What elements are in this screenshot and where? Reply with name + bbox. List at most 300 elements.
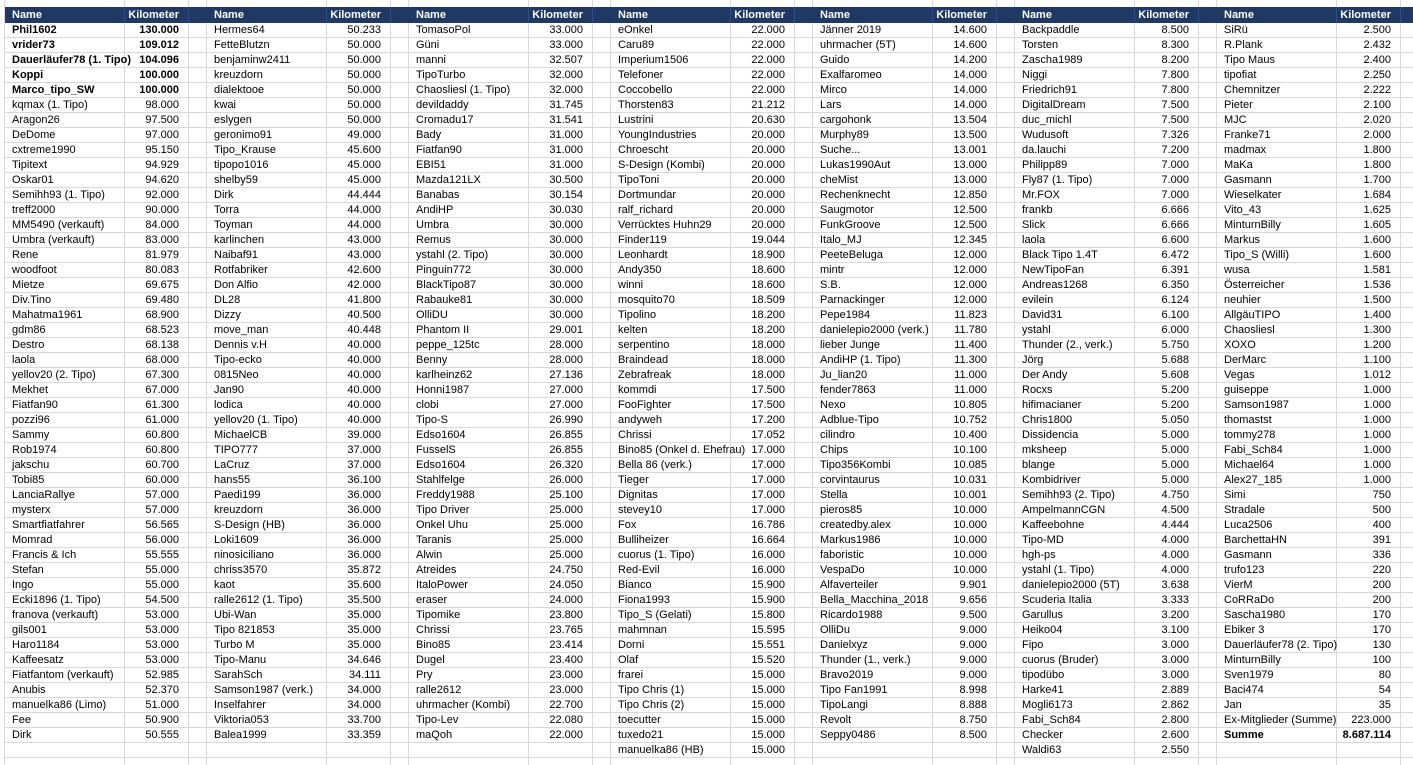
name-cell[interactable] [813, 758, 933, 765]
kilometer-cell[interactable]: 100 [1337, 653, 1401, 668]
name-cell[interactable]: Hermes64 [207, 23, 327, 38]
name-cell[interactable]: mksheep [1015, 443, 1135, 458]
name-cell[interactable]: karlinchen [207, 233, 327, 248]
gap-cell[interactable] [1199, 683, 1217, 698]
name-cell[interactable] [813, 743, 933, 758]
gap-cell[interactable] [997, 383, 1015, 398]
gap-cell[interactable] [391, 623, 409, 638]
gap-cell[interactable] [391, 233, 409, 248]
name-cell[interactable]: DigitalDream [1015, 98, 1135, 113]
name-cell[interactable]: Pinguin772 [409, 263, 529, 278]
name-cell[interactable]: Luca2506 [1217, 518, 1337, 533]
kilometer-cell[interactable]: 2.800 [1135, 713, 1199, 728]
name-cell[interactable]: Fiatfan90 [409, 143, 529, 158]
kilometer-cell[interactable]: 68.523 [125, 323, 189, 338]
kilometer-cell[interactable]: 391 [1337, 533, 1401, 548]
kilometer-cell[interactable]: 17.000 [731, 443, 795, 458]
kilometer-cell[interactable]: 8.687.114 [1337, 728, 1401, 743]
gap-cell[interactable] [593, 593, 611, 608]
gap-cell[interactable] [189, 188, 207, 203]
kilometer-cell[interactable] [327, 743, 391, 758]
kilometer-cell[interactable]: 35.000 [327, 623, 391, 638]
gap-cell[interactable] [795, 728, 813, 743]
gap-cell[interactable] [997, 293, 1015, 308]
gap-cell[interactable] [1401, 53, 1413, 68]
kilometer-cell[interactable]: 10.000 [933, 518, 997, 533]
name-cell[interactable]: Ricardo1988 [813, 608, 933, 623]
name-cell[interactable]: Pry [409, 668, 529, 683]
gap-cell[interactable] [189, 263, 207, 278]
gap-cell[interactable] [593, 758, 611, 765]
kilometer-cell[interactable]: 12.000 [933, 263, 997, 278]
name-cell[interactable]: manuelka86 (HB) [611, 743, 731, 758]
kilometer-cell[interactable]: 20.000 [731, 128, 795, 143]
gap-cell[interactable] [997, 68, 1015, 83]
name-cell[interactable]: Braindead [611, 353, 731, 368]
gap-cell[interactable] [1199, 608, 1217, 623]
kilometer-cell[interactable]: 44.000 [327, 203, 391, 218]
gap-cell[interactable] [391, 413, 409, 428]
gap-cell[interactable] [593, 683, 611, 698]
gap-cell[interactable] [1199, 383, 1217, 398]
name-cell[interactable]: hifimacianer [1015, 398, 1135, 413]
name-cell[interactable]: Chemnitzer [1217, 83, 1337, 98]
name-cell[interactable]: MJC [1217, 113, 1337, 128]
name-cell[interactable]: Ex-Mitglieder (Summe) [1217, 713, 1337, 728]
gap-cell[interactable] [1401, 38, 1413, 53]
kilometer-cell[interactable]: 10.400 [933, 428, 997, 443]
kilometer-cell[interactable]: 5.050 [1135, 413, 1199, 428]
gap-cell[interactable] [997, 608, 1015, 623]
kilometer-cell[interactable]: 400 [1337, 518, 1401, 533]
gap-cell[interactable] [997, 713, 1015, 728]
name-cell[interactable]: Güni [409, 38, 529, 53]
gap-cell[interactable] [189, 218, 207, 233]
kilometer-cell[interactable]: 170 [1337, 623, 1401, 638]
gap-cell[interactable] [593, 533, 611, 548]
gap-cell[interactable] [593, 338, 611, 353]
gap-cell[interactable] [391, 533, 409, 548]
kilometer-cell[interactable]: 28.000 [529, 338, 593, 353]
gap-cell[interactable] [997, 338, 1015, 353]
kilometer-cell[interactable]: 6.350 [1135, 278, 1199, 293]
kilometer-cell[interactable]: 6.600 [1135, 233, 1199, 248]
name-cell[interactable]: S-Design (HB) [207, 518, 327, 533]
name-cell[interactable]: Haro1184 [5, 638, 125, 653]
kilometer-cell[interactable]: 3.000 [1135, 638, 1199, 653]
gap-cell[interactable] [795, 473, 813, 488]
name-cell[interactable]: Adblue-Tipo [813, 413, 933, 428]
kilometer-cell[interactable]: 11.780 [933, 323, 997, 338]
kilometer-cell[interactable]: 1.581 [1337, 263, 1401, 278]
gap-cell[interactable] [997, 413, 1015, 428]
gap-cell[interactable] [795, 338, 813, 353]
gap-cell[interactable] [997, 518, 1015, 533]
gap-cell[interactable] [795, 608, 813, 623]
gap-cell[interactable] [997, 353, 1015, 368]
gap-cell[interactable] [997, 638, 1015, 653]
name-cell[interactable]: Fly87 (1. Tipo) [1015, 173, 1135, 188]
name-cell[interactable]: Alwin [409, 548, 529, 563]
name-cell[interactable]: Leonhardt [611, 248, 731, 263]
kilometer-cell[interactable]: 500 [1337, 503, 1401, 518]
gap-cell[interactable] [189, 368, 207, 383]
kilometer-cell[interactable]: 15.000 [731, 743, 795, 758]
gap-cell[interactable] [997, 743, 1015, 758]
name-cell[interactable]: Thorsten83 [611, 98, 731, 113]
kilometer-cell[interactable]: 43.000 [327, 248, 391, 263]
name-cell[interactable]: chriss3570 [207, 563, 327, 578]
gap-cell[interactable] [1401, 263, 1413, 278]
kilometer-cell[interactable]: 9.000 [933, 668, 997, 683]
gap-cell[interactable] [1199, 713, 1217, 728]
kilometer-cell[interactable]: 39.000 [327, 428, 391, 443]
kilometer-cell[interactable]: 60.800 [125, 443, 189, 458]
gap-cell[interactable] [593, 743, 611, 758]
name-cell[interactable]: Vegas [1217, 368, 1337, 383]
kilometer-cell[interactable]: 31.000 [529, 143, 593, 158]
name-cell[interactable]: Imperium1506 [611, 53, 731, 68]
name-cell[interactable]: VierM [1217, 578, 1337, 593]
name-cell[interactable]: Phil1602 [5, 23, 125, 38]
gap-cell[interactable] [1199, 83, 1217, 98]
gap-cell[interactable] [391, 128, 409, 143]
kilometer-cell[interactable]: 40.000 [327, 353, 391, 368]
gap-cell[interactable] [1401, 683, 1413, 698]
gap-cell[interactable] [795, 593, 813, 608]
gap-cell[interactable] [1199, 458, 1217, 473]
kilometer-cell[interactable] [933, 743, 997, 758]
name-cell[interactable]: Aragon26 [5, 113, 125, 128]
kilometer-cell[interactable]: 60.700 [125, 458, 189, 473]
name-cell[interactable]: guiseppe [1217, 383, 1337, 398]
gap-cell[interactable] [1401, 473, 1413, 488]
gap-cell[interactable] [1199, 53, 1217, 68]
gap-cell[interactable] [391, 203, 409, 218]
kilometer-cell[interactable]: 14.000 [933, 98, 997, 113]
name-column-header[interactable]: Name [207, 7, 327, 23]
gap-cell[interactable] [1199, 518, 1217, 533]
kilometer-cell[interactable]: 7.500 [1135, 113, 1199, 128]
kilometer-cell[interactable]: 5.750 [1135, 338, 1199, 353]
gap-cell[interactable] [997, 173, 1015, 188]
kilometer-cell[interactable]: 35.872 [327, 563, 391, 578]
kilometer-cell[interactable]: 50.900 [125, 713, 189, 728]
kilometer-column-header[interactable]: Kilometer [327, 7, 391, 23]
kilometer-cell[interactable]: 33.000 [529, 23, 593, 38]
name-cell[interactable] [5, 743, 125, 758]
kilometer-cell[interactable]: 23.414 [529, 638, 593, 653]
name-cell[interactable]: Garullus [1015, 608, 1135, 623]
gap-cell[interactable] [1401, 503, 1413, 518]
gap-cell[interactable] [795, 83, 813, 98]
name-cell[interactable]: Finder119 [611, 233, 731, 248]
name-cell[interactable]: R.Plank [1217, 38, 1337, 53]
kilometer-cell[interactable]: 36.000 [327, 533, 391, 548]
gap-cell[interactable] [1199, 23, 1217, 38]
name-cell[interactable]: Thunder (1., verk.) [813, 653, 933, 668]
name-cell[interactable] [1015, 758, 1135, 765]
kilometer-cell[interactable]: 7.200 [1135, 143, 1199, 158]
name-cell[interactable]: MichaelCB [207, 428, 327, 443]
name-cell[interactable]: Vito_43 [1217, 203, 1337, 218]
name-cell[interactable]: Dorni [611, 638, 731, 653]
name-cell[interactable]: Phantom II [409, 323, 529, 338]
kilometer-cell[interactable]: 15.000 [731, 683, 795, 698]
kilometer-cell[interactable]: 1.300 [1337, 323, 1401, 338]
gap-cell[interactable] [593, 728, 611, 743]
name-cell[interactable]: Thunder (2., verk.) [1015, 338, 1135, 353]
name-cell[interactable]: Andreas1268 [1015, 278, 1135, 293]
name-cell[interactable]: Francis & Ich [5, 548, 125, 563]
kilometer-cell[interactable]: 18.200 [731, 323, 795, 338]
kilometer-cell[interactable]: 57.000 [125, 503, 189, 518]
name-cell[interactable]: Honni1987 [409, 383, 529, 398]
name-cell[interactable]: mysterx [5, 503, 125, 518]
kilometer-cell[interactable]: 37.000 [327, 443, 391, 458]
name-cell[interactable]: Mr.FOX [1015, 188, 1135, 203]
kilometer-cell[interactable] [933, 758, 997, 765]
gap-cell[interactable] [1401, 98, 1413, 113]
name-cell[interactable]: ninosiciliano [207, 548, 327, 563]
name-cell[interactable]: uhrmacher (Kombi) [409, 698, 529, 713]
kilometer-cell[interactable]: 1.000 [1337, 443, 1401, 458]
gap-cell[interactable] [795, 143, 813, 158]
kilometer-cell[interactable]: 4.000 [1135, 533, 1199, 548]
kilometer-cell[interactable]: 50.000 [327, 68, 391, 83]
name-cell[interactable]: Tieger [611, 473, 731, 488]
kilometer-cell[interactable]: 2.100 [1337, 98, 1401, 113]
kilometer-cell[interactable]: 10.085 [933, 458, 997, 473]
name-cell[interactable]: Don Alfio [207, 278, 327, 293]
name-cell[interactable]: Chrissi [409, 623, 529, 638]
name-cell[interactable]: kommdi [611, 383, 731, 398]
kilometer-cell[interactable]: 10.000 [933, 563, 997, 578]
name-cell[interactable]: Onkel Uhu [409, 518, 529, 533]
gap-cell[interactable] [593, 578, 611, 593]
name-cell[interactable]: Zebrafreak [611, 368, 731, 383]
name-cell[interactable]: mosquito70 [611, 293, 731, 308]
kilometer-cell[interactable]: 9.000 [933, 653, 997, 668]
name-cell[interactable]: BarchettaHN [1217, 533, 1337, 548]
gap-cell[interactable] [391, 68, 409, 83]
name-cell[interactable]: Tipo_Krause [207, 143, 327, 158]
kilometer-cell[interactable]: 40.000 [327, 398, 391, 413]
name-cell[interactable]: OlliDu [813, 623, 933, 638]
name-cell[interactable]: Tipo 821853 [207, 623, 327, 638]
gap-cell[interactable] [1401, 638, 1413, 653]
gap-cell[interactable] [391, 518, 409, 533]
gap-cell[interactable] [593, 503, 611, 518]
kilometer-cell[interactable]: 36.100 [327, 473, 391, 488]
gap-cell[interactable] [593, 248, 611, 263]
kilometer-cell[interactable]: 26.855 [529, 428, 593, 443]
kilometer-cell[interactable]: 15.900 [731, 578, 795, 593]
gap-cell[interactable] [189, 428, 207, 443]
name-cell[interactable]: mintr [813, 263, 933, 278]
gap-cell[interactable] [1199, 638, 1217, 653]
name-cell[interactable]: Chips [813, 443, 933, 458]
kilometer-cell[interactable]: 34.111 [327, 668, 391, 683]
gap-cell[interactable] [189, 38, 207, 53]
name-cell[interactable]: Bella_Macchina_2018 [813, 593, 933, 608]
name-cell[interactable]: Tipitext [5, 158, 125, 173]
gap-cell[interactable] [593, 713, 611, 728]
gap-cell[interactable] [795, 248, 813, 263]
kilometer-cell[interactable]: 4.500 [1135, 503, 1199, 518]
gap-cell[interactable] [795, 158, 813, 173]
name-cell[interactable]: MinturnBilly [1217, 218, 1337, 233]
kilometer-cell[interactable]: 22.000 [731, 23, 795, 38]
gap-cell[interactable] [189, 293, 207, 308]
name-cell[interactable]: Chris1800 [1015, 413, 1135, 428]
kilometer-cell[interactable]: 9.000 [933, 623, 997, 638]
kilometer-cell[interactable]: 52.985 [125, 668, 189, 683]
name-cell[interactable]: shelby59 [207, 173, 327, 188]
gap-cell[interactable] [997, 398, 1015, 413]
kilometer-cell[interactable]: 7.326 [1135, 128, 1199, 143]
kilometer-cell[interactable]: 200 [1337, 593, 1401, 608]
kilometer-cell[interactable]: 67.300 [125, 368, 189, 383]
name-cell[interactable]: laola [5, 353, 125, 368]
name-cell[interactable]: Nexo [813, 398, 933, 413]
name-cell[interactable]: neuhier [1217, 293, 1337, 308]
gap-cell[interactable] [795, 428, 813, 443]
kilometer-cell[interactable]: 12.345 [933, 233, 997, 248]
gap-cell[interactable] [1401, 173, 1413, 188]
name-cell[interactable]: Rabauke81 [409, 293, 529, 308]
gap-cell[interactable] [593, 668, 611, 683]
gap-cell[interactable] [391, 278, 409, 293]
kilometer-cell[interactable]: 69.675 [125, 278, 189, 293]
kilometer-cell[interactable]: 55.000 [125, 578, 189, 593]
name-cell[interactable] [207, 758, 327, 765]
kilometer-cell[interactable]: 20.000 [731, 143, 795, 158]
kilometer-cell[interactable]: 2.400 [1337, 53, 1401, 68]
name-cell[interactable]: DerMarc [1217, 353, 1337, 368]
gap-cell[interactable] [795, 38, 813, 53]
gap-cell[interactable] [1401, 398, 1413, 413]
name-cell[interactable]: Bella 86 (verk.) [611, 458, 731, 473]
kilometer-cell[interactable]: 15.000 [731, 668, 795, 683]
kilometer-cell[interactable]: 24.050 [529, 578, 593, 593]
kilometer-cell[interactable]: 30.000 [529, 233, 593, 248]
name-cell[interactable]: faboristic [813, 548, 933, 563]
name-cell[interactable]: Bravo2019 [813, 668, 933, 683]
gap-cell[interactable] [1401, 758, 1413, 765]
kilometer-cell[interactable]: 16.786 [731, 518, 795, 533]
kilometer-cell[interactable]: 11.000 [933, 383, 997, 398]
kilometer-cell[interactable]: 8.300 [1135, 38, 1199, 53]
name-cell[interactable]: David31 [1015, 308, 1135, 323]
gap-cell[interactable] [391, 458, 409, 473]
name-cell[interactable]: Checker [1015, 728, 1135, 743]
gap-cell[interactable] [391, 143, 409, 158]
gap-cell[interactable] [1199, 248, 1217, 263]
name-cell[interactable] [207, 743, 327, 758]
kilometer-cell[interactable]: 50.000 [327, 53, 391, 68]
gap-cell[interactable] [593, 293, 611, 308]
name-cell[interactable]: PeeteBeluga [813, 248, 933, 263]
kilometer-cell[interactable]: 130.000 [125, 23, 189, 38]
name-cell[interactable]: Taranis [409, 533, 529, 548]
name-cell[interactable]: Bianco [611, 578, 731, 593]
gap-cell[interactable] [795, 653, 813, 668]
name-cell[interactable]: Tipo_S (Gelati) [611, 608, 731, 623]
gap-cell[interactable] [1199, 173, 1217, 188]
gap-cell[interactable] [1199, 218, 1217, 233]
gap-cell[interactable] [391, 683, 409, 698]
gap-cell[interactable] [189, 203, 207, 218]
name-cell[interactable]: Bady [409, 128, 529, 143]
gap-cell[interactable] [1199, 398, 1217, 413]
name-cell[interactable]: Coccobello [611, 83, 731, 98]
name-cell[interactable]: Tobi85 [5, 473, 125, 488]
kilometer-cell[interactable]: 2.020 [1337, 113, 1401, 128]
name-cell[interactable]: Ubi-Wan [207, 608, 327, 623]
kilometer-cell[interactable]: 50.000 [327, 83, 391, 98]
name-cell[interactable]: duc_michl [1015, 113, 1135, 128]
kilometer-cell[interactable]: 22.000 [731, 68, 795, 83]
gap-cell[interactable] [391, 728, 409, 743]
name-cell[interactable]: Fiatfantom (verkauft) [5, 668, 125, 683]
kilometer-cell[interactable] [731, 758, 795, 765]
gap-cell[interactable] [1199, 533, 1217, 548]
gap-cell[interactable] [997, 578, 1015, 593]
kilometer-cell[interactable]: 40.448 [327, 323, 391, 338]
gap-cell[interactable] [1199, 308, 1217, 323]
kilometer-cell[interactable]: 750 [1337, 488, 1401, 503]
kilometer-cell[interactable]: 16.000 [731, 548, 795, 563]
name-cell[interactable]: manuelka86 (Limo) [5, 698, 125, 713]
gap-cell[interactable] [795, 293, 813, 308]
name-cell[interactable]: Edso1604 [409, 428, 529, 443]
name-cell[interactable]: Mahatma1961 [5, 308, 125, 323]
kilometer-cell[interactable]: 6.666 [1135, 203, 1199, 218]
name-cell[interactable]: BlackTipo87 [409, 278, 529, 293]
name-cell[interactable]: Mekhet [5, 383, 125, 398]
name-cell[interactable]: Toyman [207, 218, 327, 233]
name-cell[interactable]: stevey10 [611, 503, 731, 518]
kilometer-cell[interactable]: 20.000 [731, 188, 795, 203]
gap-cell[interactable] [795, 443, 813, 458]
kilometer-cell[interactable]: 68.000 [125, 353, 189, 368]
kilometer-cell[interactable] [125, 743, 189, 758]
kilometer-cell[interactable]: 8.500 [1135, 23, 1199, 38]
gap-cell[interactable] [997, 248, 1015, 263]
kilometer-cell[interactable]: 22.080 [529, 713, 593, 728]
gap-cell[interactable] [997, 278, 1015, 293]
kilometer-cell[interactable]: 68.138 [125, 338, 189, 353]
kilometer-cell[interactable]: 97.500 [125, 113, 189, 128]
gap-cell[interactable] [997, 668, 1015, 683]
kilometer-cell[interactable]: 220 [1337, 563, 1401, 578]
name-cell[interactable]: kqmax (1. Tipo) [5, 98, 125, 113]
kilometer-cell[interactable]: 1.000 [1337, 473, 1401, 488]
gap-cell[interactable] [391, 743, 409, 758]
kilometer-cell[interactable]: 51.000 [125, 698, 189, 713]
gap-cell[interactable] [1401, 338, 1413, 353]
gap-cell[interactable] [593, 158, 611, 173]
gap-cell[interactable] [1401, 218, 1413, 233]
kilometer-cell[interactable]: 81.979 [125, 248, 189, 263]
gap-cell[interactable] [189, 173, 207, 188]
name-cell[interactable]: Naibaf91 [207, 248, 327, 263]
kilometer-cell[interactable]: 12.000 [933, 248, 997, 263]
kilometer-cell[interactable] [529, 743, 593, 758]
gap-cell[interactable] [1401, 413, 1413, 428]
kilometer-cell[interactable]: 30.000 [529, 263, 593, 278]
